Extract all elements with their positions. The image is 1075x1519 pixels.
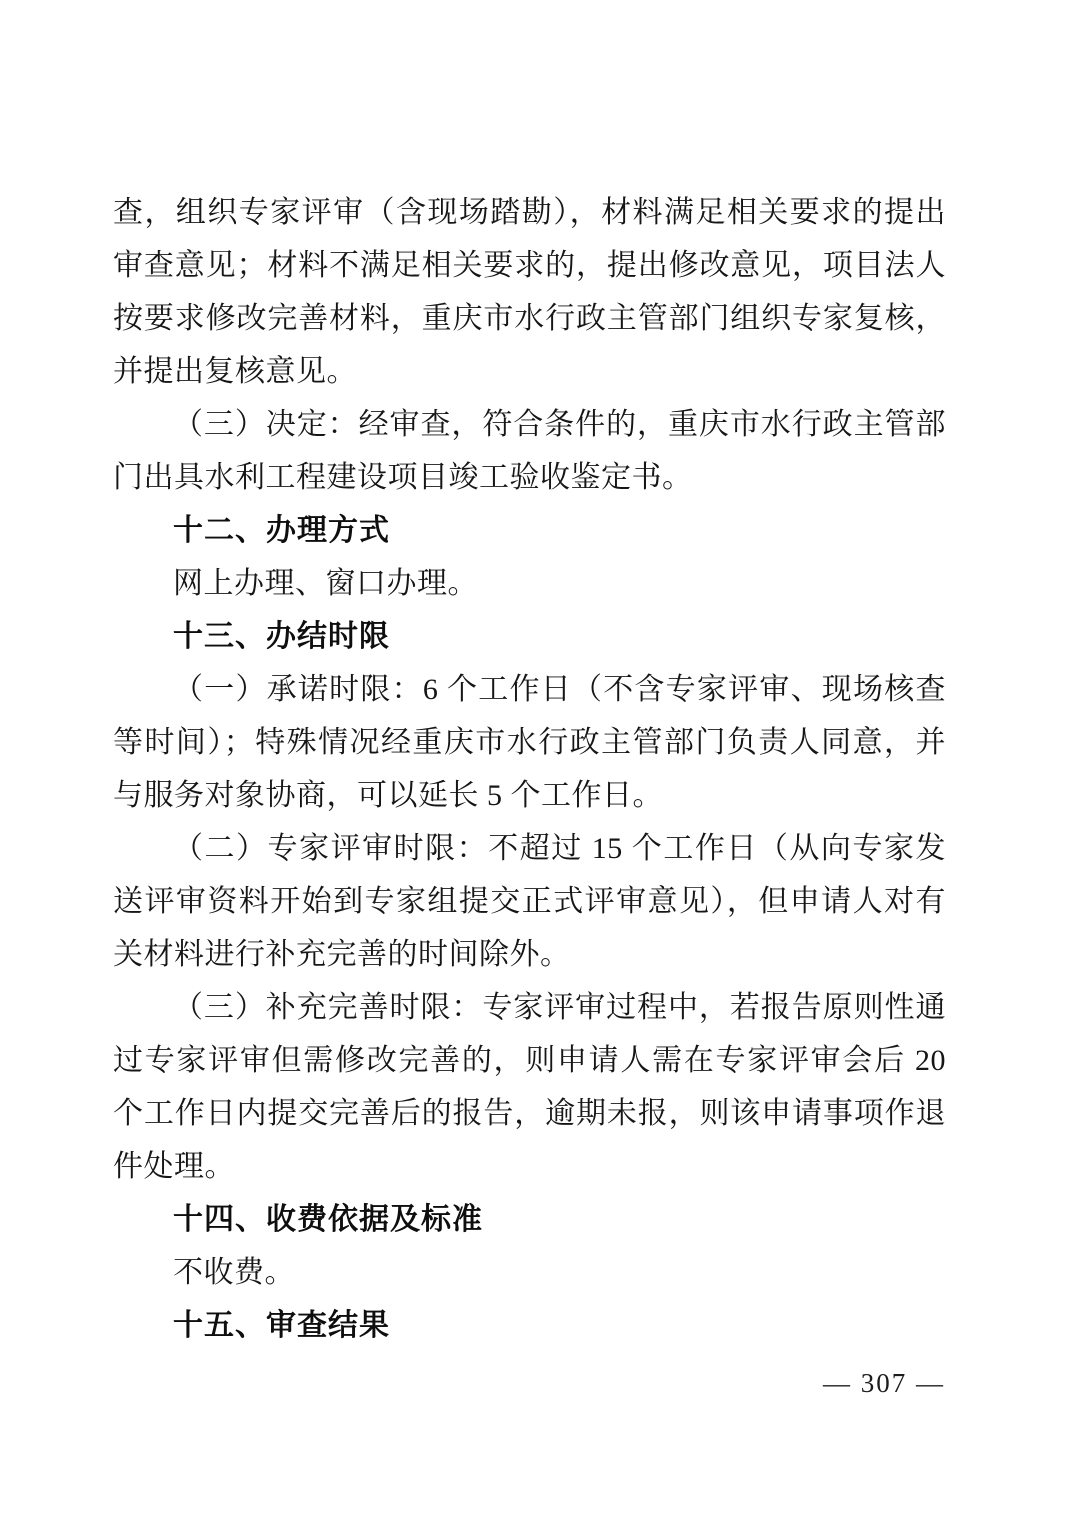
paragraph: （三）决定：经审查，符合条件的，重庆市水行政主管部门出具水利工程建设项目竣工验收鉴定书。 [113,408,946,494]
section-heading: 十四、收费依据及标准 [173,1203,483,1236]
section-heading: 十二、办理方式 [173,514,390,547]
paragraph: （二）专家评审时限：不超过 15 个工作日（从向专家发送评审资料开始到专家组提交正式评审意见），但申请人对有关材料进行补充完善的时间除外。 [113,832,946,971]
document-body [113,186,946,1352]
page-number: — 307 — [823,1368,945,1398]
section-heading: 十三、办结时限 [173,620,390,653]
section-heading: 十五、审查结果 [173,1309,390,1342]
paragraph: 查，组织专家评审（含现场踏勘），材料满足相关要求的提出审查意见；材料不满足相关要求的，提出修改意见，项目法人按要求修改完善材料，重庆市水行政主管部门组织专家复核，并提出复核意见。 [113,196,946,388]
paragraph: 网上办理、窗口办理。 [173,567,478,600]
paragraph: （三）补充完善时限：专家评审过程中，若报告原则性通过专家评审但需修改完善的，则申请人需在专家评审会后 20 个工作日内提交完善后的报告，逾期未报，则该申请事项作退件处理。 [113,991,946,1183]
paragraph: 不收费。 [173,1256,295,1289]
paragraph: （一）承诺时限：6 个工作日（不含专家评审、现场核查等时间）；特殊情况经重庆市水行政主管部门负责人同意，并与服务对象协商，可以延长 5 个工作日。 [113,673,946,812]
